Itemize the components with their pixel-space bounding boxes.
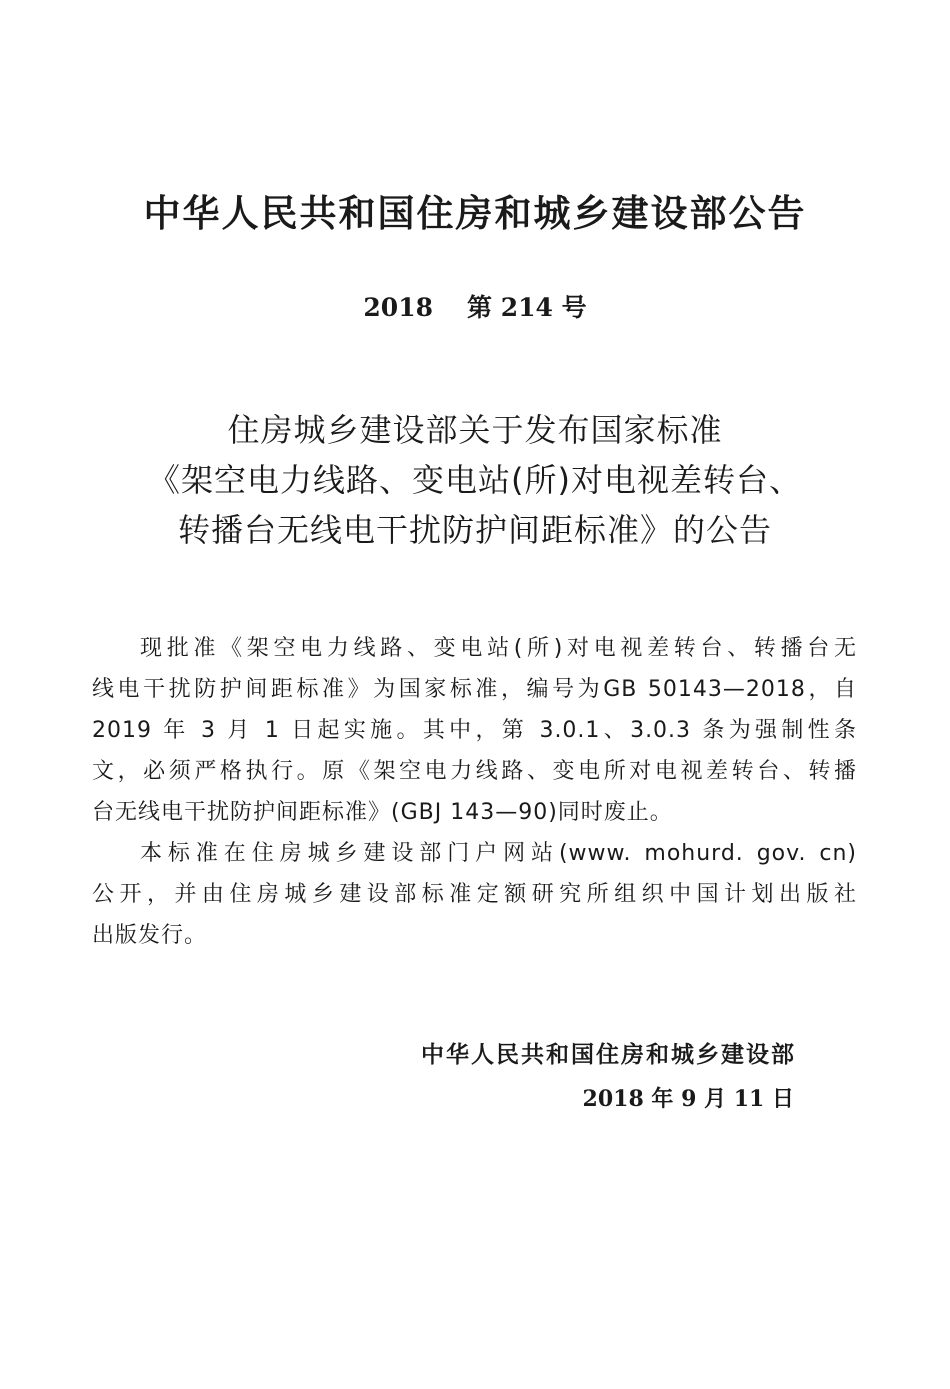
body-line: 出版发行。 — [92, 923, 208, 948]
signing-date: 2018 年 9 月 11 日 — [582, 1086, 794, 1112]
body-line: 本标准在住房城乡建设部门户网站(www. mohurd. gov. cn) — [140, 841, 857, 866]
body-line: 2019 年 3 月 1 日起实施。其中，第 3.0.1、3.0.3 条为强制性条 — [92, 718, 857, 743]
notice-title-line: 《架空电力线路、变电站(所)对电视差转台、 — [148, 461, 802, 499]
signature-block — [421, 1033, 796, 1121]
announcement-number — [0, 288, 950, 328]
body-line: 线电干扰防护间距标准》为国家标准，编号为GB 50143—2018，自 — [92, 677, 857, 702]
body-line: 文，必须严格执行。原《架空电力线路、变电所对电视差转台、转播 — [92, 759, 857, 784]
notice-title-line: 转播台无线电干扰防护间距标准》的公告 — [177, 511, 772, 549]
body-line: 现批准《架空电力线路、变电站(所)对电视差转台、转播台无 — [140, 636, 857, 661]
body-line: 台无线电干扰防护间距标准》(GBJ 143—90)同时废止。 — [92, 800, 673, 825]
announcement-year: 2018 — [363, 293, 433, 322]
announcement-body — [92, 628, 857, 956]
announcement-serial: 第 214 号 — [467, 293, 587, 322]
notice-title-line: 住房城乡建设部关于发布国家标准 — [227, 411, 723, 449]
approval-paragraph — [92, 628, 857, 833]
issuer-title: 中华人民共和国住房和城乡建设部公告 — [143, 192, 807, 235]
body-line: 公开，并由住房城乡建设部标准定额研究所组织中国计划出版社 — [92, 882, 857, 907]
publication-paragraph — [92, 833, 857, 956]
notice-title — [0, 405, 950, 555]
signing-organization: 中华人民共和国住房和城乡建设部 — [421, 1042, 796, 1068]
